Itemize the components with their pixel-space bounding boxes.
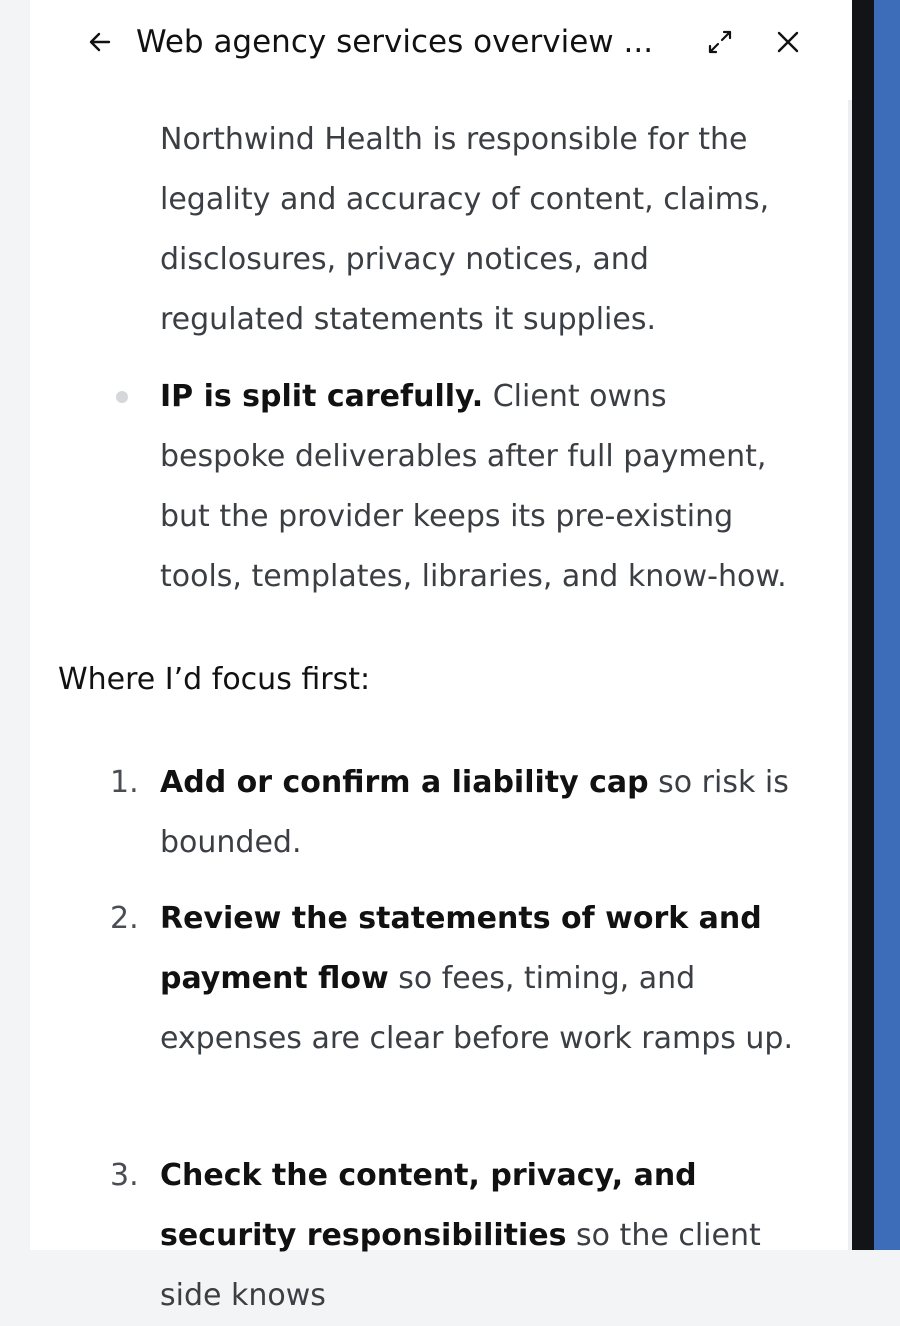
expand-button[interactable] <box>702 24 738 60</box>
background-edge <box>874 0 900 1250</box>
bullet-dot <box>116 391 128 403</box>
close-icon <box>775 29 801 55</box>
back-button[interactable] <box>82 24 118 60</box>
panel-header <box>30 0 852 88</box>
list-item-bold: Add or confirm a liability cap <box>160 765 649 800</box>
focus-heading: Where I’d focus first: <box>58 662 371 697</box>
window-edge <box>852 0 874 1250</box>
list-number: 3. <box>110 1158 139 1193</box>
list-item-text: Client owns bespoke deliverables after full payment, but the provider keeps its pre-existing tools, templates, libraries, and know-how. <box>160 379 787 594</box>
list-item-bold: IP is split carefully. <box>160 379 484 414</box>
expand-icon <box>705 27 735 57</box>
list-item <box>160 1146 800 1326</box>
list-number: 1. <box>110 765 139 800</box>
chat-side-panel <box>30 0 852 1313</box>
list-item-bold: Review the statements of work and payment flow <box>160 901 762 996</box>
paragraph-continuation: Northwind Health is responsible for the legality and accuracy of content, claims, disclosures, privacy notices, and regulated statements it supplies. <box>160 122 770 337</box>
list-item <box>160 753 800 873</box>
list-item-ip <box>160 367 800 607</box>
close-button[interactable] <box>770 24 806 60</box>
conversation-title: Web agency services overview ... <box>136 24 654 60</box>
list-item-text: so risk is bounded. <box>160 765 789 860</box>
list-item-text: so fees, timing, and expenses are clear before work ramps up. <box>160 961 794 1056</box>
list-item-bold: Check the content, privacy, and security responsibilities <box>160 1158 697 1253</box>
list-item-text: so the client side knows <box>160 1218 761 1313</box>
list-number: 2. <box>110 901 139 936</box>
arrow-left-icon <box>87 29 113 55</box>
list-item <box>160 889 800 1069</box>
